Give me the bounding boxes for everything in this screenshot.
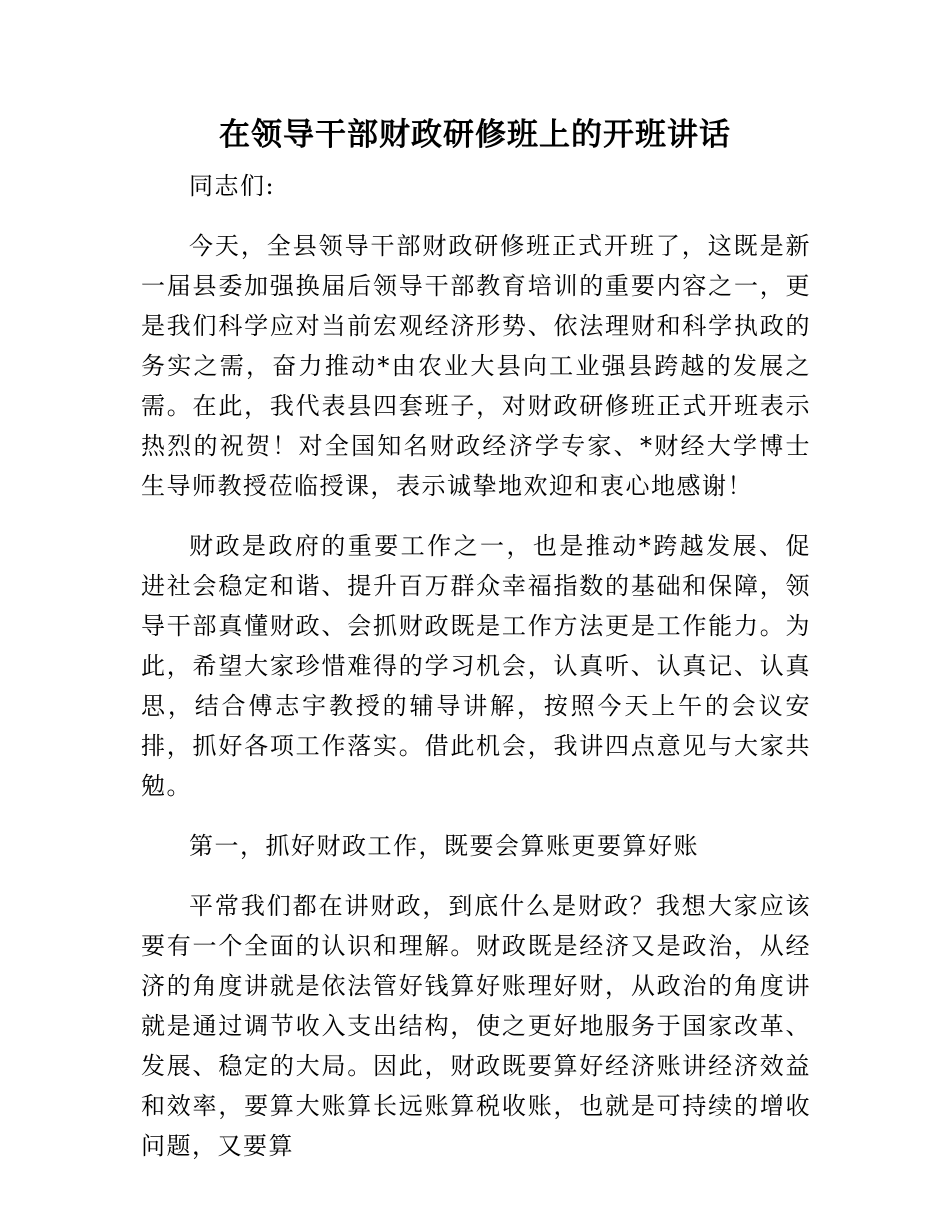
paragraph-what-is-finance: 平常我们都在讲财政，到底什么是财政？我想大家应该要有一个全面的认识和理解。财政既是经济又是政治，从经济的角度讲就是依法管好钱算好账理好财，从政治的角度讲就是通过调节收入支出结构，使之更好地服务于国家改革、发展、稳定的大局。因此，财政既要算好经济账讲经济效益和效率，要算大账算长远账算税收账，也就是可持续的增收问题，又要算 xyxy=(141,892,811,1160)
section-heading-first-point: 第一，抓好财政工作，既要会算账更要算好账 xyxy=(189,832,699,860)
document-body xyxy=(141,166,811,1166)
paragraph-importance: 财政是政府的重要工作之一，也是推动*跨越发展、促进社会稳定和谐、提升百万群众幸福指数的基础和保障，领导干部真懂财政、会抓财政既是工作方法更是工作能力。为此，希望大家珍惜难得的学习机会，认真听、认真记、认真思，结合傅志宇教授的辅导讲解，按照今天上午的会议安排，抓好各项工作落实。借此机会，我讲四点意见与大家共勉。 xyxy=(141,532,811,800)
paragraph-opening: 今天，全县领导干部财政研修班正式开班了，这既是新一届县委加强换届后领导干部教育培训的重要内容之一，更是我们科学应对当前宏观经济形势、依法理财和科学执政的务实之需，奋力推动*由农业大县向工业强县跨越的发展之需。在此，我代表县四套班子，对财政研修班正式开班表示热烈的祝贺！对全国知名财政经济学专家、*财经大学博士生导师教授莅临授课，表示诚挚地欢迎和衷心地感谢！ xyxy=(141,232,811,500)
salutation: 同志们: xyxy=(189,172,276,200)
document-title: 在领导干部财政研修班上的开班讲话 xyxy=(219,117,731,153)
